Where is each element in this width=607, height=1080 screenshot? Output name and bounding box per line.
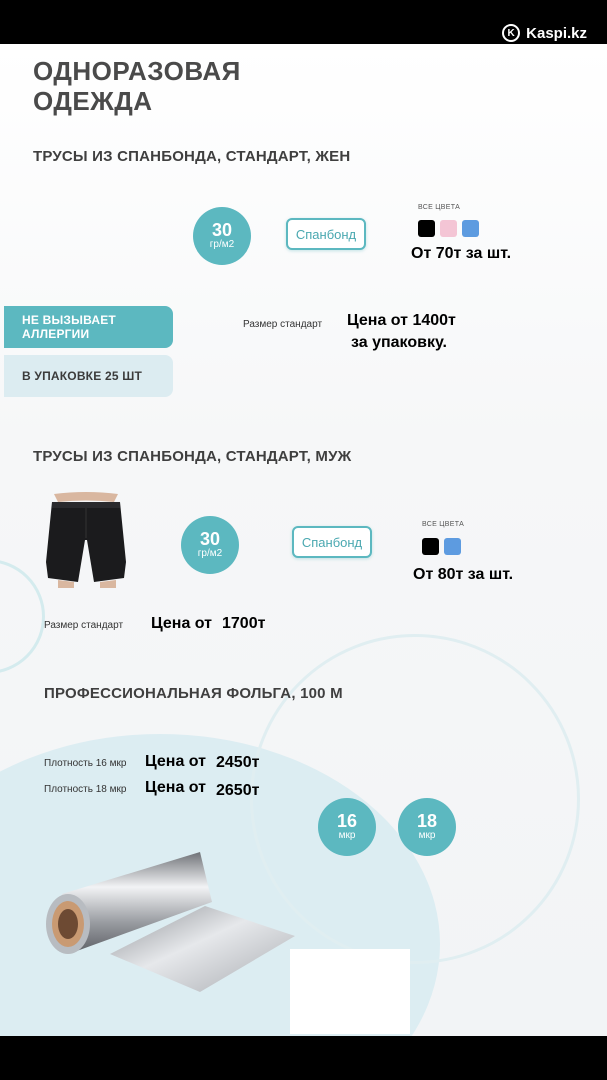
color-swatch-black	[422, 538, 439, 555]
leg-right	[100, 580, 116, 588]
product2-color-swatches	[422, 538, 461, 555]
product1-price-line2: за упаковку.	[351, 334, 447, 351]
page-title	[33, 56, 241, 116]
leg-left	[58, 580, 74, 588]
product3-badge-18	[398, 798, 456, 856]
color-swatch-pink	[440, 220, 457, 237]
color-swatch-blue	[444, 538, 461, 555]
badge16-unit: мкр	[338, 830, 356, 842]
badge18-value: 18	[416, 811, 438, 832]
product2-colors-label: ВСЕ ЦВЕТА	[422, 521, 465, 528]
product1-unit-price: От 70т за шт.	[411, 245, 512, 262]
product1-feature-pack: В УПАКОВКЕ 25 ШТ	[4, 355, 173, 397]
product1-feature-allergy: НЕ ВЫЗЫВАЕТ АЛЛЕРГИИ	[4, 306, 173, 348]
decorative-arc-left	[0, 559, 45, 674]
color-swatch-blue	[462, 220, 479, 237]
blank-patch	[290, 949, 410, 1034]
product1-density-value: 30	[211, 220, 233, 241]
product2-price-label: Цена от	[151, 615, 212, 632]
product3-badge-16	[318, 798, 376, 856]
product1-colors-label: ВСЕ ЦВЕТА	[418, 204, 461, 211]
product1-name: ТРУСЫ ИЗ СПАНБОНДА, СТАНДАРТ, ЖЕН	[33, 148, 351, 165]
product1-price-line1: Цена от 1400т	[347, 312, 456, 329]
core-hole	[58, 909, 78, 939]
badge18-unit: мкр	[418, 830, 436, 842]
product3-variant1-price-label: Цена от	[145, 753, 206, 770]
product3-variant1-label: Плотность 16 мкр	[44, 758, 127, 769]
product3-name: ПРОФЕССИОНАЛЬНАЯ ФОЛЬГА, 100 М	[44, 685, 343, 702]
watermark-text: Kaspi.kz	[526, 24, 587, 42]
product2-price-value: 1700т	[222, 615, 266, 632]
kaspi-logo-icon: K	[502, 24, 520, 42]
catalog-page	[0, 44, 607, 1036]
badge16-value: 16	[336, 811, 358, 832]
shorts-waistband	[52, 502, 120, 508]
product2-name: ТРУСЫ ИЗ СПАНБОНДА, СТАНДАРТ, МУЖ	[33, 448, 352, 465]
product2-material-tag: Спанбонд	[292, 526, 372, 558]
product1-size: Размер стандарт	[243, 319, 323, 330]
product3-foil-roll-image	[40, 844, 310, 1004]
color-swatch-black	[418, 220, 435, 237]
product3-variant2-price-label: Цена от	[145, 779, 206, 796]
product1-material-tag: Спанбонд	[286, 218, 366, 250]
product1-color-swatches	[418, 220, 479, 237]
skin-torso	[54, 492, 118, 502]
product1-density-badge	[193, 207, 251, 265]
product2-density-badge	[181, 516, 239, 574]
product3-variant2-label: Плотность 18 мкр	[44, 784, 127, 795]
product3-variant1-price: 2450т	[216, 754, 260, 771]
product3-variant2-price: 2650т	[216, 782, 260, 799]
title-line-2: ОДЕЖДА	[33, 86, 153, 116]
bottom-bar	[0, 1036, 607, 1080]
product2-size: Размер стандарт	[44, 620, 124, 631]
title-line-1: ОДНОРАЗОВАЯ	[33, 56, 241, 86]
product2-density-unit: гр/м2	[197, 548, 223, 560]
product2-density-value: 30	[199, 529, 221, 550]
product2-shorts-image	[44, 490, 128, 588]
kaspi-watermark	[502, 24, 587, 42]
product2-unit-price: От 80т за шт.	[413, 566, 514, 583]
product1-density-unit: гр/м2	[209, 239, 235, 251]
